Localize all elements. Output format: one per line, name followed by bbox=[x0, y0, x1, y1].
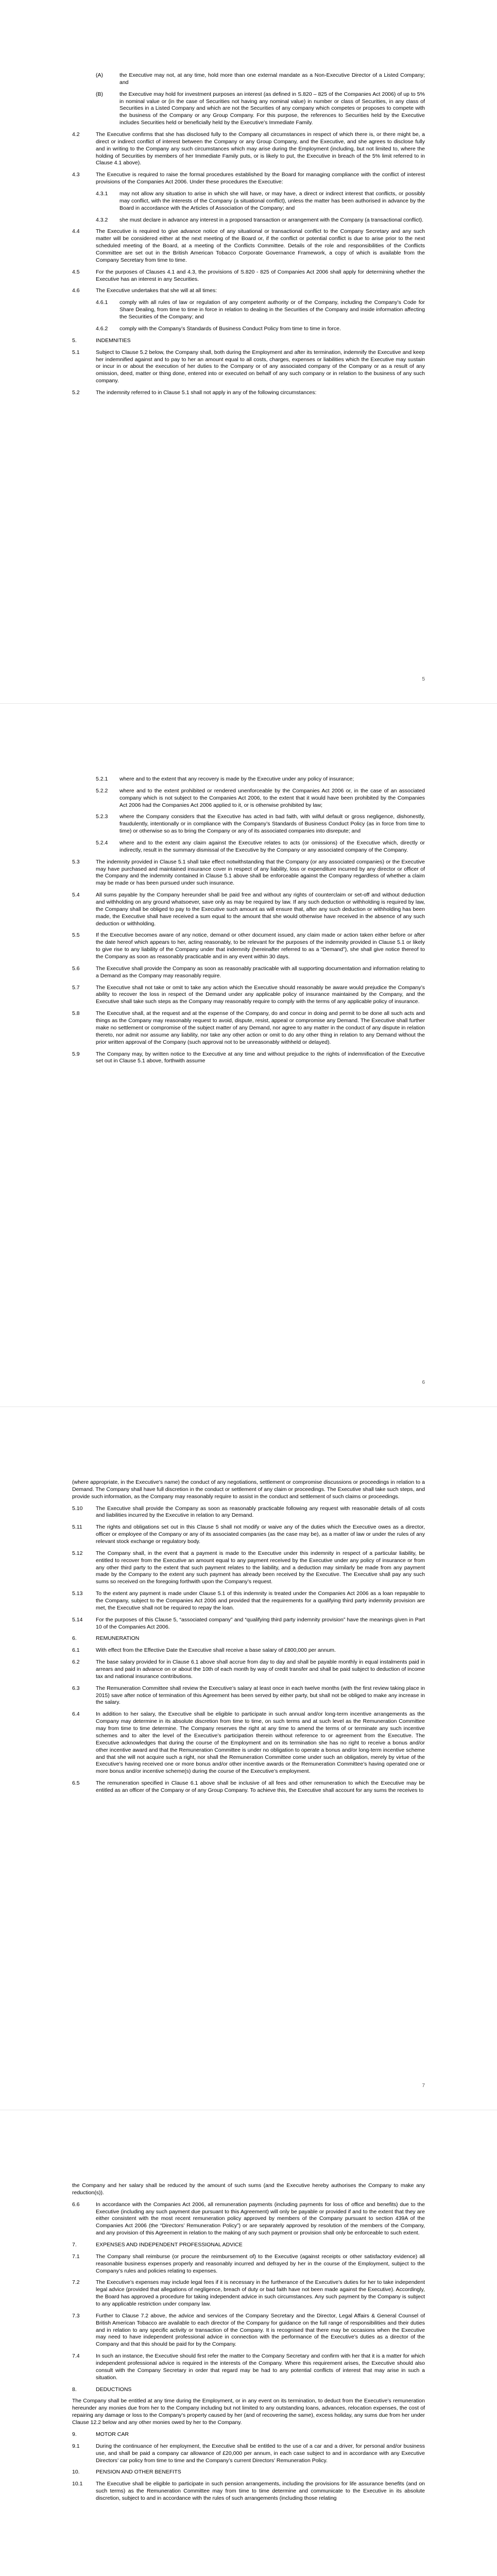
subclause bbox=[96, 814, 425, 835]
clause-text: The Company may, by written notice to the Executive at any time and without prejudice to the rights of indemnification of the Executive set out in Clause 5.1 above, forthwith assume bbox=[96, 1050, 425, 1064]
clause-text: PENSION AND OTHER BENEFITS bbox=[96, 2469, 181, 2476]
clause bbox=[72, 1685, 425, 1707]
clause-number: 5.2.1 bbox=[96, 776, 108, 782]
clause-number: 5.2 bbox=[72, 389, 80, 396]
clause-text: The Executive undertakes that she will at all times: bbox=[96, 287, 217, 294]
clause bbox=[72, 1780, 425, 1794]
subclause bbox=[96, 217, 425, 224]
clause-text: Further to Clause 7.2 above, the advice and services of the Company Secretary and the Director, Legal Affairs & General Counsel of British American Tobacco are available to each director of the Company for guidance on the full range of responsibilities and their duties and in relation to any specific activity or transaction of the Company. It is recognised that there may be occasions when the Executive may need to have independent professional advice in connection with the performance of the Executive’s duties as a director of the Company and that this should be paid for by the Company. bbox=[96, 2312, 425, 2348]
section-heading bbox=[72, 2431, 425, 2438]
clause bbox=[72, 172, 425, 186]
clause bbox=[72, 269, 425, 283]
clause-number: 6.5 bbox=[72, 1780, 80, 1787]
clause-number: 10. bbox=[72, 2469, 80, 2476]
clause-number: 4.6 bbox=[72, 287, 80, 294]
clause bbox=[72, 985, 425, 1006]
clause-number: 5.6 bbox=[72, 965, 80, 972]
subclause bbox=[96, 788, 425, 809]
clause-number: 5. bbox=[72, 337, 77, 344]
clause-number: 6. bbox=[72, 1635, 77, 1642]
clause-number: 5.2.4 bbox=[96, 840, 108, 846]
clause-number: 7. bbox=[72, 2242, 77, 2248]
clause-text: The base salary provided for in Clause 6.1 above shall accrue from day to day and shall be payable monthly in equal instalments paid in arrears and paid in advance on or about the 10th of each month by way of credit transfer and shall be paid subject to deduction of income tax and national insurance contributions. bbox=[96, 1659, 425, 1680]
clause bbox=[72, 2443, 425, 2465]
clause bbox=[72, 1617, 425, 1631]
clause-number: 7.2 bbox=[72, 2279, 80, 2286]
clause-text: The Executive shall not take or omit to take any action which the Executive should reasonably be aware would prejudice the Company’s ability to recover the loss in respect of the Demand under any applicable policy of insurance maintained by the Company, and the Executive shall take such steps as the Company may reasonably require to comply with the terms of any applicable policy of insurance. bbox=[96, 984, 425, 1005]
document-page bbox=[0, 0, 497, 703]
clause-text: The Executive shall provide the Company as soon as reasonably practicable following any request with reasonable details of all costs and liabilities incurred by the Executive in relation to any Demand. bbox=[96, 1505, 425, 1519]
clause-text: where the Company considers that the Executive has acted in bad faith, with wilful default or gross negligence, dishonestly, fraudulently, intentionally or in compliance with the Company’s Standards of Business Conduct Policy (as in force from time to time) or otherwise so as to bring the Company or any of its associated companies into disrepute; and bbox=[119, 814, 425, 835]
clause bbox=[72, 389, 425, 397]
clause-number: 5.10 bbox=[72, 1505, 83, 1512]
paragraph-continuation: (where appropriate, in the Executive’s name) the conduct of any negotiations, settlement or compromise discussions or proceedings in relation to a Demand. The Company shall have full discretion in the conduct or settlement of any claim or proceedings. The Executive shall take such steps, and provide such information, as the Company may reasonably require to assist in the conduct and settlement of such claims or proceedings. bbox=[72, 1479, 425, 1500]
clause-text: The Executive shall, at the request and at the expense of the Company, do and concur in doing and permit to be done all such acts and things as the Company may reasonably request to avoid, dispute, resist, appeal or compromise any Demand. The Executive shall further make no settlement or compromise of the subject matter of any Demand, nor agree to any matter in the conduct of any dispute in relation thereto, nor admit nor assume any liability, nor take any other action or omit to do any other thing in relation to any Demand without the prior written approval of the Company (such approval not to be unreasonably withheld or delayed). bbox=[96, 1010, 425, 1045]
clause-number: 5.4 bbox=[72, 892, 80, 899]
clause-number: 6.1 bbox=[72, 1647, 80, 1654]
clause-text: The Remuneration Committee shall review the Executive’s salary at least once in each twelve months (with the first review taking place in 2015) save after notice of termination of this Agreement has been served by either party, but shall not be obliged to make any increase in the salary. bbox=[96, 1685, 425, 1706]
clause bbox=[72, 349, 425, 385]
clause-number: 4.6.1 bbox=[96, 299, 108, 306]
clause-number: 5.5 bbox=[72, 932, 80, 939]
clause bbox=[72, 1505, 425, 1520]
clause-number: 6.6 bbox=[72, 2201, 80, 2208]
clause-text: For the purposes of this Clause 5, “associated company” and “qualifying third party indemnity provision” have the meanings given in Part 10 of the Companies Act 2006. bbox=[96, 1616, 425, 1630]
clause bbox=[72, 932, 425, 960]
subclause bbox=[96, 326, 425, 333]
clause-text: where and to the extent any claim against the Executive relates to acts (or omissions) of the Executive which, directly or indirectly, result in the summary dismissal of the Executive by the Company or any associated company of the Company. bbox=[119, 840, 425, 853]
clause-text: The Company shall reimburse (or procure the reimbursement of) to the Executive (against receipts or other satisfactory evidence) all reasonable business expenses properly and reasonably incurred and defrayed by her in the course of the Employment, subject to the Company’s rules and policies relating to expenses. bbox=[96, 2253, 425, 2274]
subclause bbox=[96, 840, 425, 854]
clause-text: The Executive’s expenses may include legal fees if it is necessary in the furtherance of the Executive’s duties for her to take independent legal advice (provided that allegations of negligence, breach of duty or bad faith have not been made against the Executive). Accordingly, the Board has approved a procedure for taking independent advice in such circumstances. Any such payment by the Company is subject to any applicable restriction under company law. bbox=[96, 2279, 425, 2308]
section-heading bbox=[72, 2386, 425, 2394]
clause-text: comply with the Company’s Standards of Business Conduct Policy from time to time in force. bbox=[119, 325, 341, 332]
clause-number: 10.1 bbox=[72, 2481, 83, 2487]
clause-text: EXPENSES AND INDEPENDENT PROFESSIONAL ADVICE bbox=[96, 2242, 243, 2248]
page-number: 5 bbox=[422, 676, 425, 682]
clause bbox=[72, 1590, 425, 1612]
clause-text: MOTOR CAR bbox=[96, 2431, 129, 2437]
clause bbox=[72, 1659, 425, 1681]
clause bbox=[72, 1647, 425, 1654]
clause bbox=[72, 1051, 425, 1065]
clause-number: 7.4 bbox=[72, 2353, 80, 2360]
clause-text: The indemnity referred to in Clause 5.1 shall not apply in any of the following circumstances: bbox=[96, 389, 317, 396]
clause-text: If the Executive becomes aware of any notice, demand or other document issued, any claim made or action taken either before or after the date hereof which appears to her, acting reasonably, to be relevant for the purposes of the indemnity provided in Clause 5.1 or likely to give rise to any liability of the Company under that indemnity (hereinafter referred to as a “Demand”), she shall give notice thereof to the Company as soon as reasonably practicable and in any event within 30 days. bbox=[96, 932, 425, 960]
clause-number: 6.3 bbox=[72, 1685, 80, 1691]
clause-number: 9. bbox=[72, 2431, 77, 2437]
clause-number: 6.2 bbox=[72, 1659, 80, 1666]
clause-text: In addition to her salary, the Executive shall be eligible to participate in such annual and/or long-term incentive arrangements as the Company may determine in its absolute discretion from time to time, on such terms and at such level as the Remuneration Committee may from time to time determine. The Company reserves the right at any time to amend the terms of or terminate any such incentive schemes and to alter the level of the Executive’s participation therein without reference to or agreement from the Executive. The Executive acknowledges that during the course of the Employment and on its termination she has no right to receive a bonus and/or other incentive award and that the Remuneration Committee is under no obligation to operate a bonus and/or long-term incentive scheme and that she will not acquire such a right, nor shall the Remuneration Committee come under such an obligation, merely by virtue of the Executive’s having received one or more bonus and/or other incentive awards or the Remuneration Committee’s having operated one or more bonus and/or incentive scheme(s) during the course of the Executive’s employment. bbox=[96, 1711, 425, 1775]
clause-number: 5.2.2 bbox=[96, 787, 108, 794]
clause-text: With effect from the Effective Date the Executive shall receive a base salary of £800,000 per annum. bbox=[96, 1647, 336, 1654]
clause-number: 5.8 bbox=[72, 1010, 80, 1017]
clause bbox=[72, 2279, 425, 2308]
clause bbox=[72, 859, 425, 887]
clause-text: In such an instance, the Executive should first refer the matter to the Company Secretary and confirm with her that it is a matter for which independent professional advice is required in the interests of the Company. Where this requirement arises, the Executive should also consult with the Company Secretary in order that regard may be had to any potential conflicts of interest that may arise in such a situation. bbox=[96, 2353, 425, 2381]
clause bbox=[72, 2201, 425, 2237]
lettered-item bbox=[96, 91, 425, 127]
paragraph-continuation: The Company shall be entitled at any time during the Employment, or in any event on its termination, to deduct from the Executive’s remuneration hereunder any monies due from her to the Company including but not limited to any outstanding loans, advances, relocation expenses, the cost of repairing any damage or loss to the Company’s property caused by her (and of recovering the same), excess holiday, any sums due from her under Clause 12.2 below and any other monies owed by her to the Company. bbox=[72, 2398, 425, 2426]
document-page bbox=[0, 2110, 497, 2576]
clause bbox=[72, 2313, 425, 2348]
clause-text: she must declare in advance any interest in a proposed transaction or arrangement with the Company (a transactional conflict). bbox=[119, 216, 424, 223]
clause-text: The Executive shall be eligible to participate in such pension arrangements, including the provisions for life assurance benefits (and on such terms) as the Remuneration Committee may from time to time determine and communicate to the Executive in its absolute discretion, subject to and in accordance with the rules of such arrangements (including those relating bbox=[96, 2481, 425, 2501]
clause-number: 7.3 bbox=[72, 2312, 80, 2319]
clause-number: 6.4 bbox=[72, 1711, 80, 1718]
clause-number: 5.12 bbox=[72, 1550, 83, 1556]
clause-text: The Executive confirms that she has disclosed fully to the Company all circumstances in respect of which there is, or there might be, a direct or indirect conflict of interest between the Company or any Group Company, and the Executive, and she agrees to disclose fully and in writing to the Company any such circumstances which may arise during the Employment (including, but not limited to, where the holding of Securities by members of her Immediate Family puts, or is likely to put, the Executive in breach of the 5% limit referred to in Clause 4.1 above). bbox=[96, 131, 425, 166]
clause-number: 8. bbox=[72, 2386, 77, 2393]
clause-text: INDEMNITIES bbox=[96, 337, 131, 344]
clause-number: 5.9 bbox=[72, 1050, 80, 1057]
clause-text: The Executive shall provide the Company as soon as reasonably practicable with all supporting documentation and information relating to a Demand as the Company may reasonably require. bbox=[96, 965, 425, 979]
clause-number: (A) bbox=[96, 72, 103, 78]
clause-text: In accordance with the Companies Act 2006, all remuneration payments (including payments for loss of office and benefits) due to the Executive (including any such payment due pursuant to this Agreement) will only be payable or provided if and to the extent that they are either consistent with the most recent remuneration policy approved by members of the Company pursuant to section 439A of the Companies Act 2006 (the “Directors’ Remuneration Policy”) or are separately approved by resolution of the members of the Company, and any provision of this Agreement in relation to the making of any such payment or provision shall only be enforceable to such extent. bbox=[96, 2201, 425, 2236]
clause-text: All sums payable by the Company hereunder shall be paid free and without any rights of counterclaim or set-off and without deduction and withholding on any ground whatsoever, save only as may be required by law. If any such deduction or withholding is required by law, the Company shall be obliged to pay to the Executive such amount as will ensure that, after any such deduction or withholding has been made, the Executive shall have received a sum equal to the amount that she would otherwise have received in the absence of any such deduction or withholding. bbox=[96, 892, 425, 927]
subclause bbox=[96, 299, 425, 321]
lettered-item bbox=[96, 72, 425, 87]
clause-number: 9.1 bbox=[72, 2443, 80, 2449]
clause-text: DEDUCTIONS bbox=[96, 2386, 132, 2393]
clause-number: 5.11 bbox=[72, 1524, 82, 1531]
clause bbox=[72, 892, 425, 927]
clause bbox=[72, 965, 425, 980]
clause-text: The rights and obligations set out in this Clause 5 shall not modify or waive any of the duties which the Executive owes as a director, officer or employee of the Company or any of its associated companies (as the case may be), as a matter of law or under the rules of any relevant stock exchange or regulatory body. bbox=[96, 1524, 425, 1545]
clause bbox=[72, 287, 425, 295]
clause-number: 5.7 bbox=[72, 984, 80, 991]
clause-text: The Executive is required to give advance notice of any situational or transactional conflict to the Company Secretary and any such matter will be considered either at the next meeting of the Board or, if the conflict or potential conflict is due to arise prior to the next scheduled meeting of the Board, at a meeting of the Conflicts Committee. Details of the role and responsibilities of the Conflicts Committee are set out in the British American Tobacco Corporate Governance Framework, a copy of which is available from the Company Secretary from time to time. bbox=[96, 228, 425, 263]
clause-text: The remuneration specified in Clause 6.1 above shall be inclusive of all fees and other remuneration to which the Executive may be entitled as an officer of the Company or of any Group Company. To achieve this, the Executive shall account for any sums the receives to bbox=[96, 1780, 425, 1793]
subclause bbox=[96, 191, 425, 212]
clause-text: The Executive is required to raise the formal procedures established by the Board for managing compliance with the conflict of interest provisions of the Companies Act 2006. Under these procedures the Executive: bbox=[96, 172, 425, 185]
document-page bbox=[0, 1406, 497, 2110]
clause-text: comply with all rules of law or regulation of any competent authority or of the Company, including the Company’s Code for Share Dealing, from time to time in force in relation to dealing in the Securities of the Company and inside information affecting the Securities of the Company; and bbox=[119, 299, 425, 320]
clause-text: may not allow any situation to arise in which she will have, or may have, a direct or indirect interest that conflicts, or possibly may conflict, with the interests of the Company (a situational conflict), unless the matter has been authorised in advance by the Board in accordance with the Articles of Association of the Company; and bbox=[119, 191, 425, 211]
clause-number: 5.13 bbox=[72, 1590, 83, 1597]
clause-text: the Executive may not, at any time, hold more than one external mandate as a Non-Executive Director of a Listed Company; and bbox=[119, 72, 425, 86]
page-number: 6 bbox=[422, 1379, 425, 1385]
clause bbox=[72, 1711, 425, 1775]
paragraph-continuation: the Company and her salary shall be reduced by the amount of such sums (and the Executive hereby authorises the Company to make any reduction(s)). bbox=[72, 2182, 425, 2196]
clause-text: Subject to Clause 5.2 below, the Company shall, both during the Employment and after its termination, indemnify the Executive and keep her indemnified against and to pay to her an amount equal to all costs, charges, expenses or liabilities which the Executive may sustain or incur in or about the execution of her duties to the Company or of any associated company of the Company or as a result of any omission, deed, matter or thing done, entered into or executed on behalf of any such company or in relation to the business of any such company. bbox=[96, 349, 425, 384]
clause-text: the Executive may hold for investment purposes an interest (as defined in S.820 – 825 of the Companies Act 2006) of up to 5% in nominal value or (in the case of Securities not having any nominal value) in number or class of Securities, in any class of Securities in a Listed Company and which are not the Securities of any company which competes or proposes to compete with the business of the Company or any Group Company. For this purpose, the references to Securities held by the Executive includes Securities held or beneficially held by the Executive’s Immediate Family. bbox=[119, 91, 425, 126]
clause-text: The indemnity provided in Clause 5.1 shall take effect notwithstanding that the Company (or any associated companies) or the Executive may have purchased and maintained insurance cover in respect of any liability, loss or expenditure incurred by any director or officer of the Company and the indemnity contained in Clause 5.1 above shall be enforceable against the Company regardless of whether a claim may be made or has been pursued under such insurance. bbox=[96, 858, 425, 887]
clause-number: 5.2.3 bbox=[96, 814, 108, 820]
clause-number: 5.14 bbox=[72, 1616, 83, 1623]
section-heading bbox=[72, 1635, 425, 1642]
clause-number: 4.4 bbox=[72, 228, 80, 235]
clause bbox=[72, 2353, 425, 2381]
clause-number: 4.2 bbox=[72, 131, 80, 138]
clause-number: 4.3.2 bbox=[96, 216, 108, 223]
clause bbox=[72, 1550, 425, 1586]
clause-text: For the purposes of Clauses 4.1 and 4.3, the provisions of S.820 - 825 of Companies Act 2006 shall apply for determining whether the Executive has an interest in any Securities. bbox=[96, 268, 425, 282]
clause-text: The Company shall, in the event that a payment is made to the Executive under this indemnity in respect of a particular liability, be entitled to recover from the Executive an amount equal to any payment received by the Executive under any policy of insurance or from any other third party to the extent that such payment relates to the liability, and a deduction may similarly be made from any payment made by the Company to the extent any such payment has already been received by the Executive. The Executive shall pay any such sums so received on the foregoing forthwith upon the Company’s request. bbox=[96, 1550, 425, 1585]
clause-text: where and to the extent that any recovery is made by the Executive under any policy of insurance; bbox=[119, 776, 354, 782]
document-page bbox=[0, 703, 497, 1406]
clause-number: 4.5 bbox=[72, 268, 80, 275]
clause bbox=[72, 1010, 425, 1046]
clause-text: where and to the extent prohibited or rendered unenforceable by the Companies Act 2006 or, in the case of an associated company which is not subject to the Companies Act 2006, to the extent that it would have been prohibited by the Companies Act 2006 had the Companies Act 2006 applied to it, or is otherwise prohibited by law; bbox=[119, 787, 425, 808]
clause-number: 4.3.1 bbox=[96, 191, 108, 197]
clause bbox=[72, 131, 425, 167]
page-number: 7 bbox=[422, 2082, 425, 2089]
clause-number: 5.3 bbox=[72, 858, 80, 865]
section-heading bbox=[72, 2242, 425, 2249]
clause bbox=[72, 2253, 425, 2275]
clause-number: (B) bbox=[96, 91, 103, 97]
clause bbox=[72, 1524, 425, 1546]
clause bbox=[72, 2481, 425, 2502]
section-heading bbox=[72, 337, 425, 345]
clause-number: 4.6.2 bbox=[96, 325, 108, 332]
subclause bbox=[96, 776, 425, 783]
section-heading bbox=[72, 2469, 425, 2476]
clause-number: 5.1 bbox=[72, 349, 80, 355]
clause-number: 4.3 bbox=[72, 172, 80, 178]
clause-number: 7.1 bbox=[72, 2253, 80, 2260]
clause bbox=[72, 228, 425, 264]
clause-text: REMUNERATION bbox=[96, 1635, 140, 1642]
clause-text: To the extent any payment is made under Clause 5.1 of this indemnity is treated under the Companies Act 2006 as a loan repayable to the Company, subject to the Companies Act 2006 and provided that the requirements for a qualifying third party indemnity provision are met, the Executive shall not be required to repay the loan. bbox=[96, 1590, 425, 1611]
clause-text: During the continuance of her employment, the Executive shall be entitled to the use of a car and a driver, for personal and/or business use, and shall be paid a company car allowance of £20,000 per annum, in each case subject to and in accordance with any Executive Directors’ car policy from time to time and the Company’s current Directors’ Remuneration Policy. bbox=[96, 2443, 425, 2464]
